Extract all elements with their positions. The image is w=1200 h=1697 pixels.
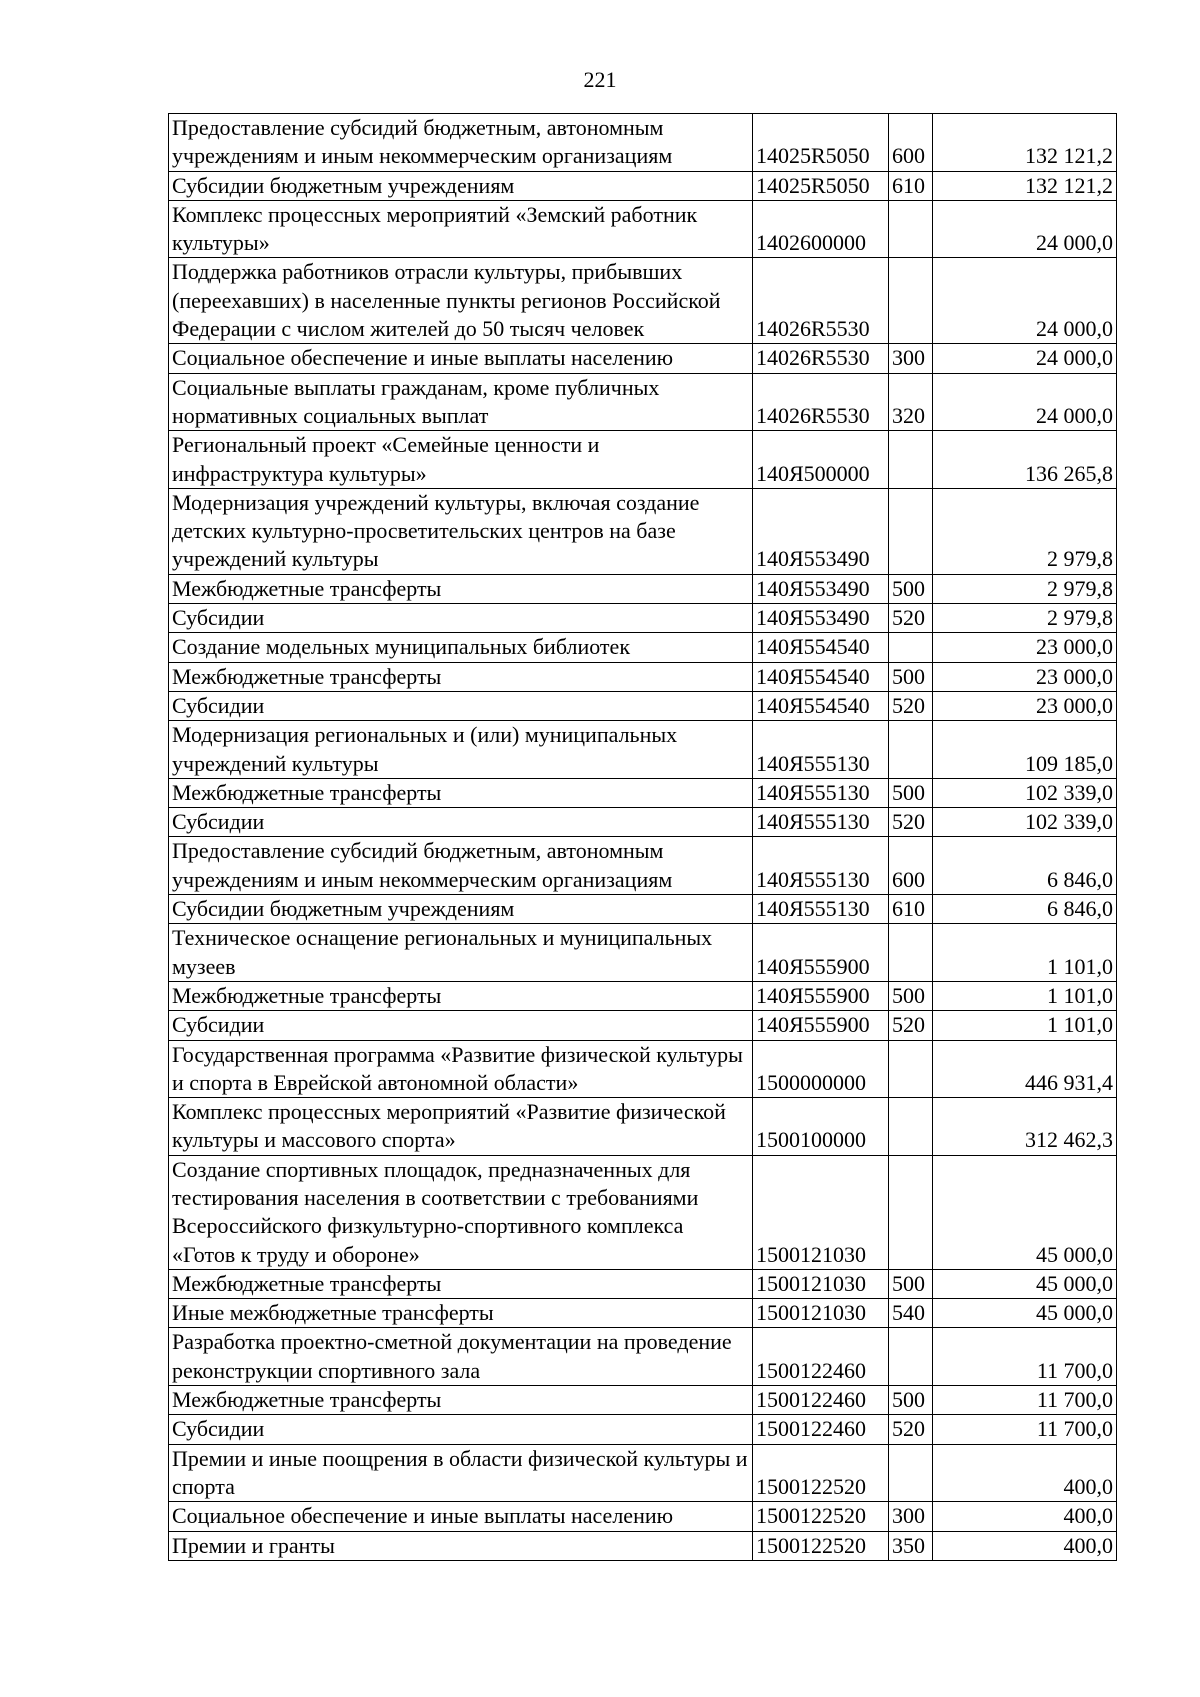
row-expense-type-cell bbox=[889, 488, 933, 574]
row-sum-cell: 11 700,0 bbox=[933, 1386, 1117, 1415]
row-expense-type-cell: 610 bbox=[889, 171, 933, 200]
table-row bbox=[169, 574, 1117, 603]
row-sum-cell: 446 931,4 bbox=[933, 1040, 1117, 1098]
budget-table bbox=[168, 113, 1117, 1561]
row-sum-cell: 1 101,0 bbox=[933, 924, 1117, 982]
row-name-cell: Техническое оснащение региональных и муниципальных музеев bbox=[169, 924, 753, 982]
table-row bbox=[169, 895, 1117, 924]
row-name-cell: Межбюджетные трансферты bbox=[169, 1386, 753, 1415]
table-row bbox=[169, 662, 1117, 691]
row-name-cell: Субсидии бюджетным учреждениям bbox=[169, 171, 753, 200]
row-code-cell: 1500122520 bbox=[753, 1502, 889, 1531]
row-sum-cell: 24 000,0 bbox=[933, 258, 1117, 344]
row-expense-type-cell: 500 bbox=[889, 574, 933, 603]
row-name-cell: Модернизация региональных и (или) муниципальных учреждений культуры bbox=[169, 721, 753, 779]
row-name-cell: Иные межбюджетные трансферты bbox=[169, 1299, 753, 1328]
row-expense-type-cell bbox=[889, 1040, 933, 1098]
table-row bbox=[169, 1386, 1117, 1415]
row-sum-cell: 24 000,0 bbox=[933, 344, 1117, 373]
row-code-cell: 140Я555900 bbox=[753, 1011, 889, 1040]
row-name-cell: Разработка проектно-сметной документации на проведение реконструкции спортивного зала bbox=[169, 1328, 753, 1386]
table-row bbox=[169, 837, 1117, 895]
row-sum-cell: 109 185,0 bbox=[933, 721, 1117, 779]
row-sum-cell: 6 846,0 bbox=[933, 837, 1117, 895]
row-expense-type-cell: 500 bbox=[889, 1386, 933, 1415]
row-code-cell: 140Я500000 bbox=[753, 431, 889, 489]
table-row bbox=[169, 1415, 1117, 1444]
row-sum-cell: 24 000,0 bbox=[933, 373, 1117, 431]
row-expense-type-cell bbox=[889, 1328, 933, 1386]
row-expense-type-cell: 520 bbox=[889, 808, 933, 837]
row-expense-type-cell: 320 bbox=[889, 373, 933, 431]
row-code-cell: 1500121030 bbox=[753, 1299, 889, 1328]
row-code-cell: 1500100000 bbox=[753, 1098, 889, 1156]
row-name-cell: Предоставление субсидий бюджетным, автономным учреждениям и иным некоммерческим организациям bbox=[169, 114, 753, 172]
row-sum-cell: 24 000,0 bbox=[933, 200, 1117, 258]
row-sum-cell: 45 000,0 bbox=[933, 1155, 1117, 1269]
row-sum-cell: 132 121,2 bbox=[933, 114, 1117, 172]
table-row bbox=[169, 1040, 1117, 1098]
row-name-cell: Социальное обеспечение и иные выплаты населению bbox=[169, 344, 753, 373]
row-expense-type-cell bbox=[889, 1155, 933, 1269]
table-row bbox=[169, 373, 1117, 431]
row-sum-cell: 400,0 bbox=[933, 1444, 1117, 1502]
row-code-cell: 140Я553490 bbox=[753, 574, 889, 603]
table-row bbox=[169, 1011, 1117, 1040]
row-code-cell: 140Я554540 bbox=[753, 633, 889, 662]
row-expense-type-cell bbox=[889, 431, 933, 489]
table-row bbox=[169, 924, 1117, 982]
row-code-cell: 140Я555130 bbox=[753, 895, 889, 924]
row-code-cell: 140Я554540 bbox=[753, 691, 889, 720]
row-sum-cell: 136 265,8 bbox=[933, 431, 1117, 489]
row-expense-type-cell bbox=[889, 1444, 933, 1502]
row-expense-type-cell: 500 bbox=[889, 981, 933, 1010]
row-code-cell: 14025R5050 bbox=[753, 114, 889, 172]
table-row bbox=[169, 691, 1117, 720]
row-name-cell: Межбюджетные трансферты bbox=[169, 574, 753, 603]
row-code-cell: 140Я554540 bbox=[753, 662, 889, 691]
row-name-cell: Межбюджетные трансферты bbox=[169, 662, 753, 691]
row-expense-type-cell bbox=[889, 924, 933, 982]
row-code-cell: 14026R5530 bbox=[753, 373, 889, 431]
row-code-cell: 1500000000 bbox=[753, 1040, 889, 1098]
page-number: 221 bbox=[583, 67, 617, 92]
row-expense-type-cell: 300 bbox=[889, 344, 933, 373]
row-name-cell: Создание спортивных площадок, предназначенных для тестирования населения в соответствии с требованиями Всероссийского физкультурно-спортивного комплекса «Готов к труду и обороне» bbox=[169, 1155, 753, 1269]
row-code-cell: 1500122460 bbox=[753, 1386, 889, 1415]
row-code-cell: 1500121030 bbox=[753, 1155, 889, 1269]
row-name-cell: Субсидии bbox=[169, 691, 753, 720]
table-row bbox=[169, 1328, 1117, 1386]
table-row bbox=[169, 1155, 1117, 1269]
row-code-cell: 1402600000 bbox=[753, 200, 889, 258]
row-name-cell: Создание модельных муниципальных библиотек bbox=[169, 633, 753, 662]
table-row bbox=[169, 488, 1117, 574]
row-name-cell: Субсидии bbox=[169, 604, 753, 633]
table-row bbox=[169, 114, 1117, 172]
row-sum-cell: 102 339,0 bbox=[933, 778, 1117, 807]
row-code-cell: 140Я553490 bbox=[753, 604, 889, 633]
row-code-cell: 14026R5530 bbox=[753, 344, 889, 373]
row-expense-type-cell: 610 bbox=[889, 895, 933, 924]
row-sum-cell: 23 000,0 bbox=[933, 691, 1117, 720]
row-expense-type-cell: 350 bbox=[889, 1531, 933, 1560]
row-sum-cell: 1 101,0 bbox=[933, 981, 1117, 1010]
table-row bbox=[169, 171, 1117, 200]
table-row bbox=[169, 258, 1117, 344]
row-expense-type-cell: 500 bbox=[889, 662, 933, 691]
row-sum-cell: 2 979,8 bbox=[933, 604, 1117, 633]
row-expense-type-cell: 500 bbox=[889, 1269, 933, 1298]
row-code-cell: 140Я555900 bbox=[753, 924, 889, 982]
row-code-cell: 1500122520 bbox=[753, 1444, 889, 1502]
row-sum-cell: 11 700,0 bbox=[933, 1415, 1117, 1444]
row-sum-cell: 132 121,2 bbox=[933, 171, 1117, 200]
table-row bbox=[169, 981, 1117, 1010]
table-row bbox=[169, 721, 1117, 779]
row-sum-cell: 400,0 bbox=[933, 1502, 1117, 1531]
row-code-cell: 140Я555900 bbox=[753, 981, 889, 1010]
row-name-cell: Региональный проект «Семейные ценности и инфраструктура культуры» bbox=[169, 431, 753, 489]
row-sum-cell: 102 339,0 bbox=[933, 808, 1117, 837]
row-sum-cell: 45 000,0 bbox=[933, 1269, 1117, 1298]
row-name-cell: Межбюджетные трансферты bbox=[169, 778, 753, 807]
row-name-cell: Субсидии bbox=[169, 1011, 753, 1040]
row-sum-cell: 23 000,0 bbox=[933, 662, 1117, 691]
row-code-cell: 140Я555130 bbox=[753, 778, 889, 807]
row-code-cell: 1500121030 bbox=[753, 1269, 889, 1298]
row-expense-type-cell: 520 bbox=[889, 1011, 933, 1040]
row-name-cell: Субсидии bbox=[169, 1415, 753, 1444]
row-expense-type-cell: 600 bbox=[889, 114, 933, 172]
row-name-cell: Комплекс процессных мероприятий «Земский работник культуры» bbox=[169, 200, 753, 258]
table-row bbox=[169, 633, 1117, 662]
row-expense-type-cell bbox=[889, 721, 933, 779]
row-expense-type-cell bbox=[889, 633, 933, 662]
row-expense-type-cell: 500 bbox=[889, 778, 933, 807]
row-code-cell: 140Я555130 bbox=[753, 721, 889, 779]
row-code-cell: 140Я555130 bbox=[753, 837, 889, 895]
row-name-cell: Социальные выплаты гражданам, кроме публичных нормативных социальных выплат bbox=[169, 373, 753, 431]
table-row bbox=[169, 778, 1117, 807]
row-name-cell: Государственная программа «Развитие физической культуры и спорта в Еврейской автономной области» bbox=[169, 1040, 753, 1098]
table-row bbox=[169, 1299, 1117, 1328]
row-name-cell: Межбюджетные трансферты bbox=[169, 981, 753, 1010]
row-code-cell: 1500122460 bbox=[753, 1328, 889, 1386]
row-expense-type-cell: 600 bbox=[889, 837, 933, 895]
row-sum-cell: 312 462,3 bbox=[933, 1098, 1117, 1156]
row-name-cell: Модернизация учреждений культуры, включая создание детских культурно-просветительских центров на базе учреждений культуры bbox=[169, 488, 753, 574]
row-expense-type-cell: 520 bbox=[889, 1415, 933, 1444]
row-name-cell: Социальное обеспечение и иные выплаты населению bbox=[169, 1502, 753, 1531]
row-sum-cell: 6 846,0 bbox=[933, 895, 1117, 924]
row-expense-type-cell: 520 bbox=[889, 691, 933, 720]
row-code-cell: 14026R5530 bbox=[753, 258, 889, 344]
table-row bbox=[169, 1098, 1117, 1156]
row-name-cell: Поддержка работников отрасли культуры, прибывших (переехавших) в населенные пункты регионов Российской Федерации с числом жителей до 50 тысяч человек bbox=[169, 258, 753, 344]
row-name-cell: Премии и иные поощрения в области физической культуры и спорта bbox=[169, 1444, 753, 1502]
table-row bbox=[169, 431, 1117, 489]
table-row bbox=[169, 1531, 1117, 1560]
row-sum-cell: 45 000,0 bbox=[933, 1299, 1117, 1328]
row-code-cell: 140Я555130 bbox=[753, 808, 889, 837]
row-name-cell: Комплекс процессных мероприятий «Развитие физической культуры и массового спорта» bbox=[169, 1098, 753, 1156]
budget-table-body bbox=[169, 114, 1117, 1561]
row-code-cell: 140Я553490 bbox=[753, 488, 889, 574]
row-sum-cell: 2 979,8 bbox=[933, 488, 1117, 574]
row-sum-cell: 11 700,0 bbox=[933, 1328, 1117, 1386]
table-row bbox=[169, 604, 1117, 633]
table-row bbox=[169, 200, 1117, 258]
row-expense-type-cell: 540 bbox=[889, 1299, 933, 1328]
row-expense-type-cell: 300 bbox=[889, 1502, 933, 1531]
row-name-cell: Межбюджетные трансферты bbox=[169, 1269, 753, 1298]
row-code-cell: 1500122520 bbox=[753, 1531, 889, 1560]
row-expense-type-cell bbox=[889, 200, 933, 258]
row-code-cell: 14025R5050 bbox=[753, 171, 889, 200]
row-expense-type-cell bbox=[889, 1098, 933, 1156]
table-row bbox=[169, 1444, 1117, 1502]
row-sum-cell: 23 000,0 bbox=[933, 633, 1117, 662]
row-code-cell: 1500122460 bbox=[753, 1415, 889, 1444]
row-expense-type-cell bbox=[889, 258, 933, 344]
row-sum-cell: 1 101,0 bbox=[933, 1011, 1117, 1040]
table-row bbox=[169, 1502, 1117, 1531]
row-name-cell: Премии и гранты bbox=[169, 1531, 753, 1560]
table-row bbox=[169, 808, 1117, 837]
row-expense-type-cell: 520 bbox=[889, 604, 933, 633]
row-sum-cell: 2 979,8 bbox=[933, 574, 1117, 603]
table-row bbox=[169, 344, 1117, 373]
row-name-cell: Субсидии bbox=[169, 808, 753, 837]
table-row bbox=[169, 1269, 1117, 1298]
row-sum-cell: 400,0 bbox=[933, 1531, 1117, 1560]
row-name-cell: Предоставление субсидий бюджетным, автономным учреждениям и иным некоммерческим организациям bbox=[169, 837, 753, 895]
row-name-cell: Субсидии бюджетным учреждениям bbox=[169, 895, 753, 924]
